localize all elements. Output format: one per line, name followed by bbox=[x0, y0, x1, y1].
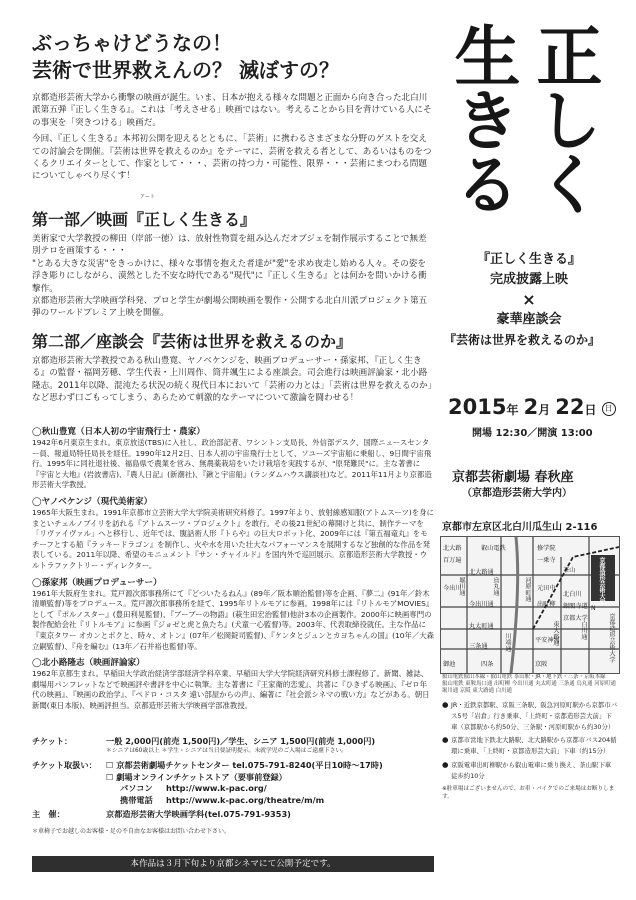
part1-para3: 京都造形芸術大学映画学科発、プロと学生が劇場公開映画を製作・公開する北白川派プロジェクト第五弾のワールドプレミア上映を開催。 bbox=[32, 296, 428, 319]
ticket-handling-row bbox=[32, 760, 434, 806]
ticket-mobile-label: 携帯電話 bbox=[120, 794, 153, 805]
access-item-text: 京阪電車出町柳駅から叡山電車に乗り換え、茶山駅下車 徒歩約10分 bbox=[451, 760, 618, 780]
ticket-box-center-text: 京都芸術劇場チケットセンター tel.075-791-8240(平日10時～17時) bbox=[116, 760, 383, 770]
event-summary bbox=[440, 250, 618, 350]
profile-yanobe bbox=[32, 496, 434, 572]
map-small-label: 東大路通 bbox=[472, 688, 494, 694]
profile-name-text: 孫家邦（映画プロデューサー） bbox=[41, 577, 162, 588]
part1-para2: "とある大きな災害"をきっかけに、様々な事情を抱えた者達が"愛"を求め夜走し始める人々。その姿を浮き彫りにしながら、漠然とした不安な時代である"現代"に『正しく生きる』とは何かを問いかける衝撃作。 bbox=[32, 258, 427, 294]
profile-akiyama bbox=[32, 426, 434, 491]
intro-ruby: アート bbox=[140, 194, 155, 200]
map-small-labels bbox=[442, 681, 618, 695]
headline-line2: 芸術で世界救えんの？ 滅ぼすの？ bbox=[32, 58, 339, 82]
part2-heading: 第二部／座談会『芸術は世界を救えるのか』 bbox=[32, 332, 353, 351]
ticket-price-block bbox=[106, 736, 434, 755]
map-label-eizan: 叡山電鉄 bbox=[481, 545, 506, 552]
map-sub-sanjo: 三条 bbox=[567, 674, 579, 680]
title-column-right: 正しく bbox=[525, 22, 602, 214]
organizer: 京都造形芸術大学映画学科(tel.075-791-9353) bbox=[106, 809, 291, 820]
map-label-demachiyanagi: 出町柳 bbox=[537, 601, 556, 608]
map-label-ichijoji: 一乗寺 bbox=[537, 557, 556, 564]
map-label-north: N bbox=[591, 605, 596, 612]
ticket-pc-row bbox=[106, 783, 434, 795]
map-sub-subway: 地下鉄 bbox=[546, 674, 563, 680]
map-sub-eizan-chayama: 叡山電鉄 茶山駅 bbox=[490, 674, 530, 680]
ticket-pc-link[interactable]: http://www.k-pac.org/ bbox=[166, 783, 267, 794]
intro-para1: 京都造形芸術大学から衝撃の映画が誕生。いま、日本が抱える様々な問題と正面から向き合った北白川派第五弾『正しく生きる』。これは「考えさせる」映画ではない。考えることから目を背けている人にその事実を「突きつける」映画だ。 bbox=[32, 93, 432, 128]
map-label-marutamachi: 丸太町通 bbox=[469, 623, 494, 630]
wheelchair-note: ＊車椅子でお越しのお客様・足の不自由なお客様はお問い合わせ下さい。 bbox=[32, 828, 231, 836]
map-label-keihan: 京阪 bbox=[535, 661, 548, 668]
ticket-mobile-row bbox=[106, 795, 434, 807]
access-map[interactable] bbox=[440, 536, 620, 674]
map-label-sanjo: 三条通 bbox=[469, 643, 488, 650]
map-label-kinkaku: 今出川 bbox=[443, 585, 462, 592]
map-small-label: 出町柳 bbox=[493, 681, 511, 687]
ticket-box-online-text: 劇場オンラインチケットストア（要事前登録） bbox=[116, 771, 287, 782]
map-small-label: 京阪 bbox=[459, 688, 471, 694]
organizer-label: 主 催： bbox=[32, 809, 65, 820]
venue-sub: （京都造形芸術大学内） bbox=[462, 488, 572, 499]
map-label-kitaoji: 北大路通 bbox=[469, 569, 494, 576]
date-month-unit: 月 bbox=[538, 403, 551, 417]
map-label-higashioji: 東大路通 bbox=[552, 621, 559, 646]
access-note: ※駐車場はございませんので、お車・バイクでのご来場はお断りします。 bbox=[442, 785, 615, 800]
map-label-kyodai-mae: 京都造形芸術大学 bbox=[608, 613, 615, 663]
venue-address: 京都市左京区北白川瓜生山 2-116 bbox=[442, 522, 598, 533]
access-item-text: 京都市営地下鉄北大路駅、北大路駅から京都市バス204循環に乗車、「上終町・京都造形芸大前」下車（約15分） bbox=[451, 736, 617, 756]
map-label-campus: 京都造形芸術大学 bbox=[598, 557, 605, 605]
map-small-label: 叡山電鉄 bbox=[442, 681, 464, 687]
date-day: 22 bbox=[555, 395, 585, 419]
ticket-box-center[interactable]: ☐ 京都芸術劇場チケットセンター tel.075-791-8240(平日10時～17時) bbox=[106, 760, 383, 770]
map-label-kitaoji-station: 北大路 bbox=[443, 545, 462, 552]
map-label-oike: 御池 bbox=[443, 661, 456, 668]
bullet-icon: ● bbox=[442, 759, 449, 769]
intro-para2: 今回、『正しく生きる』本邦初公開を迎えるとともに、「芸術」に携わるさまざまな分野のゲストを交えての討論会を開催。『芸術は世界を救えるのか』をテーマに、芸術を救える者として、あるいはものをつくるクリエイターとして、作家として・・・、芸術の持つ力・可能性、限界・・・芸術にまつわる問題についてしゃべり尽くす！ bbox=[32, 134, 432, 182]
date-month: 2 bbox=[523, 395, 539, 419]
profile-name-text: 北小路隆志（映画評論家） bbox=[41, 658, 145, 669]
part1-heading: 第一部／映画『正しく生きる』 bbox=[32, 210, 257, 229]
subtitle-cross: × bbox=[522, 290, 536, 309]
headline bbox=[32, 30, 432, 84]
subtitle-film: 『正しく生きる』 bbox=[476, 252, 581, 267]
profile-name: ◯秋山豊寛（日本人初の宇宙飛行士・農家） bbox=[32, 427, 205, 437]
part1 bbox=[32, 210, 434, 320]
profile-name: ◯北小路隆志（映画評論家） bbox=[32, 658, 145, 669]
event-date bbox=[448, 395, 628, 419]
headline-line1: ぶっちゃけどうなの！ bbox=[32, 31, 232, 55]
map-label-horikawa: 堀川通 bbox=[458, 577, 465, 596]
map-label-hyakumanben: 百万遍 bbox=[443, 557, 462, 564]
map-sub-keihan: 京阪本線 bbox=[583, 674, 606, 680]
map-label-motanaka: 元田中 bbox=[537, 585, 556, 592]
footer-bar bbox=[32, 856, 434, 872]
venue-name: 京都芸術劇場 春秋座 bbox=[452, 470, 574, 485]
bullet-icon: ● bbox=[442, 735, 449, 745]
access-item-1 bbox=[442, 700, 618, 732]
title-column-left: 生きる bbox=[443, 22, 520, 214]
ticket-mobile-link[interactable]: http://www.k-pac.org/theatre/m/m bbox=[166, 794, 325, 805]
access-item-3 bbox=[442, 760, 618, 782]
date-year: 2015 bbox=[448, 395, 507, 419]
map-label-kawaramachi: 河原町通 bbox=[524, 577, 531, 602]
ticket-label: チケット： bbox=[32, 736, 73, 746]
event-time: 開場 12:30／開演 13:00 bbox=[472, 428, 593, 439]
ticket-handling-label: チケット取扱い： bbox=[32, 760, 97, 770]
ticket-section bbox=[32, 736, 434, 835]
map-sub-eizan-line: 叡山電鉄叡山本線 bbox=[442, 674, 486, 680]
date-weekday: 日 bbox=[604, 404, 613, 413]
map-label-ginkaku: 銀閣寺道 bbox=[563, 603, 588, 610]
date-day-unit: 日 bbox=[584, 403, 597, 417]
profile-name-text: 秋山豊寛（日本人初の宇宙飛行士・農家） bbox=[41, 427, 205, 437]
map-label-gion: 四条 bbox=[481, 661, 494, 668]
map-sub-labels: 叡山電鉄叡山本線・叡山電鉄 茶山駅・JR・地下鉄・三条・京阪本線 叡山電鉄 東鞍馬口通 出町柳 今出川通 丸太町通 三条通 烏丸通 河原町通 堀川通 京阪 東大路通 白川通 bbox=[442, 674, 618, 695]
intro bbox=[32, 92, 434, 200]
footer-text: 本作品は３月下旬より京都シネマにて公開予定です。 bbox=[130, 859, 336, 869]
map-small-label: 白川通 bbox=[495, 688, 512, 694]
date-weekday-badge bbox=[602, 402, 616, 416]
access-info bbox=[442, 700, 618, 801]
map-small-label: 丸太町通 bbox=[535, 681, 557, 687]
map-label-kyotouniv: 京都大学 bbox=[563, 615, 588, 622]
ticket-pc-label: パソコン bbox=[120, 783, 153, 794]
profile-name: ◯ヤノベケンジ（現代美術家） bbox=[32, 496, 153, 507]
map-label-chayama: 茶山 bbox=[563, 567, 576, 574]
organizer-row bbox=[32, 809, 434, 820]
ticket-price-row bbox=[32, 736, 434, 755]
subtitle-theme: 『芸術は世界を救えるのか』 bbox=[443, 333, 600, 347]
profile-bio: 1965年大阪生まれ。1991年京都市立芸術大学大学院美術研究科修了。1997年より、放射線感知服(アトムスーツ)を身にまといチェルノブイリを訪れる『アトムスーツ・プロジェクト』を敢行。その後21世紀の幕開けと共に、制作テーマを「リヴァイヴァル」へと移行し、近年では、腹話術人形『トらや』の巨大ロボット化、2009年には『第五福竜丸』をモチーフとする船『ラッキードラゴン』を制作し、火や水を用いた壮大なパフォーマンスを展開するなど独創的な作品を発表している。2011年以降、希望のモニュメント『サン・チャイルド』を国内外で巡回展示。京都造形芸術大学教授・ウルトラファクトリー・ディレクター。 bbox=[32, 507, 434, 570]
profile-name-text: ヤノベケンジ（現代美術家） bbox=[41, 496, 153, 507]
profile-name: ◯孫家邦（映画プロデューサー） bbox=[32, 577, 162, 588]
ticket-note: ＊シニアは60歳以上 ＊学生・シニアは当日要証明提示。未就学児のご入場はご遠慮下さい。 bbox=[106, 748, 348, 754]
map-small-label: 今出川通 bbox=[511, 681, 534, 687]
subtitle-screening: 完成披露上映 bbox=[489, 272, 568, 287]
part1-para1: 美術家で大学教授の柳田（岸部一徳）は、放射性物質を組み込んだオブジェを制作展示することで無差別テロを画策する・・・ bbox=[32, 234, 427, 257]
date-year-unit: 年 bbox=[506, 403, 519, 417]
profile-bio: 1942年6月東京生まれ。東京放送(TBS)に入社し、政治部記者、ワシントン支局長、外信部デスク、国際ニュースセンター員、報道局特任局長を経任。1990年12月2日、日本人初の宇宙飛行士として、ソユーズ宇宙船に乗船し、9日間宇宙飛行。1995年に同社退社後、福島県で農業を営み、無農薬栽培をいたけ栽培を実践するが、"原発難民"に。主な著書に『宇宙と大地』(岩波書店)、『農人日記』(新潮社)、『鍬と宇宙船』(ランダムハウス講談社)など。2011年11月より京都造形芸術大学教授。 bbox=[32, 438, 432, 490]
map-label-imadegawa: 今出川通 bbox=[469, 601, 494, 608]
map-small-label: 河原町通 bbox=[594, 681, 616, 687]
access-item-text: JR・近鉄京都駅、京阪三条駅、阪急河原町駅から京都市バス5号「岩倉」行き乗車、「上終町・京都造形芸大前」下車（京都駅から約50分、三条駅・河原町駅から約30分） bbox=[451, 701, 618, 731]
bullet-icon: ● bbox=[442, 700, 449, 709]
profile-son bbox=[32, 577, 434, 653]
profiles bbox=[32, 426, 434, 711]
part2-para1: 京都造形芸術大学教授である秋山豊寛、ヤノベケンジを、映画プロデューサー・孫家邦、『正しく生きる』の監督・福岡芳穂、学生代表・上川周作、筒井颯生による座談会。司会進行は映画評論家・北小路隆志。2011年以降、混沌たる状況の続く現代日本において「芸術の力とは」「芸術は世界を救えるのか」など思わず口ごもってしまう、あらためて刺激的なテーマについて激論を闘わせる！ bbox=[32, 356, 432, 404]
map-label-kitashirakawa: 北白川 bbox=[563, 591, 582, 598]
access-item-2 bbox=[442, 735, 618, 757]
map-label-kawabata: 川端通 bbox=[504, 633, 511, 652]
map-label-heian: 平安神宮 bbox=[535, 637, 560, 644]
profile-bio: 1962年京都生まれ。早稲田大学政治経済学部経済学科卒業、早稲田大学大学院経済研究科修士課程修了。新聞、雑誌、劇場用パンフレットなどで映画評や書評を中心に執筆。主な著書に『王家衛的恋愛』、共著に『ひきずる映画』、『ゼロ年代の映画』、『映画の政治学』、『ペドロ・コスタ 遠い部屋からの声』、編著に『社会派シネマの戦い方』などがある。朝日新聞(東日本版)、映画評担当。京都造形芸術大学映画学部准教授。 bbox=[32, 669, 430, 710]
map-small-label: 烏丸通 bbox=[576, 681, 593, 687]
map-small-label: 堀川通 bbox=[442, 688, 459, 694]
map-label-shugakuin: 修学院 bbox=[537, 545, 556, 552]
map-label-karasuma: 烏丸通 bbox=[492, 577, 499, 596]
part2 bbox=[32, 332, 434, 405]
ticket-handling-block bbox=[106, 760, 434, 806]
subtitle-talk: 豪華座談会 bbox=[496, 312, 562, 327]
map-small-label: 東鞍馬口通 bbox=[465, 681, 493, 687]
ticket-box-online[interactable]: ☐ 劇場オンラインチケットストア（要事前登録） bbox=[106, 771, 287, 782]
ticket-price: 一般 2,000円(前売 1,500円)／学生、シニア 1,500円(前売 1,000円) bbox=[106, 736, 376, 746]
map-sub-jr: JR bbox=[535, 674, 541, 680]
map-label-shirakawa: 白川通 bbox=[580, 621, 587, 640]
profile-kitakoji bbox=[32, 657, 434, 711]
profile-bio: 1961年大阪府生まれ。荒戸源次郎事務所にて『どついたるねん』(89年／阪本順治監督)等を企画、『夢二』(91年／鈴木清順監督)等をプロデュース。荒戸源次郎事務所を経て、1995年リトルモアに参画。1998年には『リトルモアMOVIES』として『ポルノスター』(豊田利晃監督)、『ブーブーの物語』(萩生田宏治監督)他計3本の企画製作。2000年に映画専門の製作配給会社『リトルモア』に参画『ジョゼと虎と魚たち』(犬童一心監督)等。2003年、代表取締役就任。主な作品に『東京タワー オカンとボクと、時々、オトン』(07年／松岡錠司監督)、『ケンタとジュンとカヨちゃんの国』(10年／大森立嗣監督)、『舟を編む』(13年／石井裕也監督)等。 bbox=[32, 588, 434, 651]
map-small-label: 三条通 bbox=[558, 681, 575, 687]
